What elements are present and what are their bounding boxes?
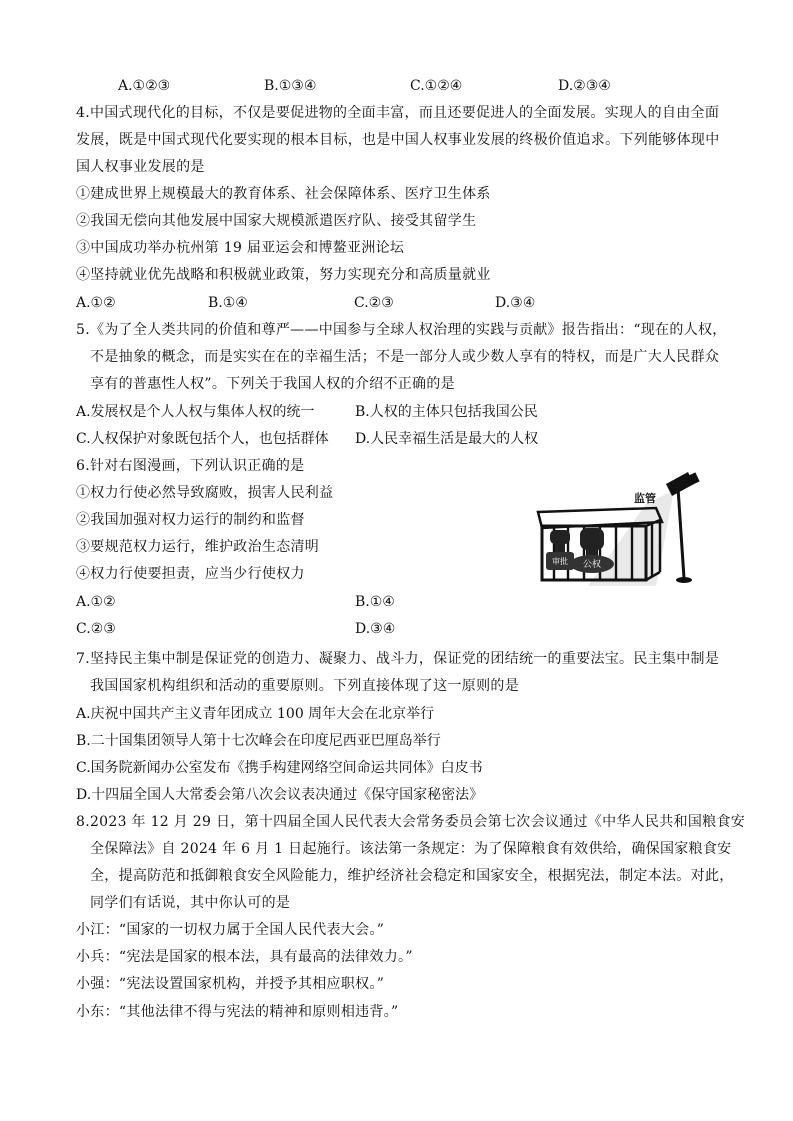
q4-option-a: A.①② — [76, 295, 116, 311]
q7-option-c: C.国务院新闻办公室发布《携手构建网络空间命运共同体》白皮书 — [76, 760, 483, 776]
q8-stem-line-4: 同学们有话说，其中你认可的是 — [90, 895, 291, 911]
stamp-right-label: 公权 — [582, 560, 602, 570]
q4-stem-line-1: 4.中国式现代化的目标，不仅是要促进物的全面丰富，而且还要促进人的全面发展。实现人的自由全面 — [76, 105, 720, 121]
q8-dialogue-4: 小东：“其他法律不得与宪法的精神和原则相违背。” — [76, 1004, 399, 1020]
q5-option-a: A.发展权是个人人权与集体人权的统一 — [76, 404, 315, 420]
q3-option-c: C.①②④ — [410, 78, 463, 94]
q7-option-b: B.二十国集团领导人第十七次峰会在印度尼西亚巴厘岛举行 — [76, 733, 441, 749]
q7-stem-line-2: 我国国家机构组织和活动的重要原则。下列直接体现了这一原则的是 — [90, 678, 519, 694]
q6-stem: 6.针对右图漫画，下列认识正确的是 — [76, 458, 305, 474]
q8-dialogue-1: 小江：“国家的一切权力属于全国人民代表大会。” — [76, 922, 385, 938]
q5-option-c: C.人权保护对象既包括个人，也包括群体 — [76, 431, 329, 447]
q4-item-2: ②我国无偿向其他发展中国家大规模派遣医疗队、接受其留学生 — [76, 213, 477, 229]
lamp-label: 监管 — [634, 492, 656, 505]
q8-stem-line-1: 8.2023 年 12 月 29 日，第十四届全国人民代表大会常务委员会第七次会议通过《中华人民共和国粮食安 — [76, 814, 746, 830]
q3-option-d: D.②③④ — [558, 78, 611, 94]
q4-item-3: ③中国成功举办杭州第 19 届亚运会和博鳌亚洲论坛 — [76, 240, 405, 256]
q8-dialogue-2: 小兵：“宪法是国家的根本法，具有最高的法律效力。” — [76, 949, 413, 965]
q5-stem-line-2: 不是抽象的概念，而是实实在在的幸福生活；不是一部分人或少数人享有的特权，而是广大人民群众 — [90, 349, 720, 365]
q5-option-b: B.人权的主体只包括我国公民 — [355, 404, 538, 420]
lamp-post — [678, 488, 684, 578]
stamp-left — [546, 530, 574, 570]
q6-option-c: C.②③ — [76, 621, 116, 637]
lamp-head — [666, 472, 700, 496]
q6-option-a: A.①② — [76, 594, 116, 610]
q4-stem-line-3: 国人权事业发展的是 — [76, 159, 205, 175]
q6-option-d: D.③④ — [355, 621, 396, 637]
q7-option-a: A.庆祝中国共产主义青年团成立 100 周年大会在北京举行 — [76, 706, 435, 722]
q4-option-c: C.②③ — [354, 295, 394, 311]
q8-dialogue-3: 小强：“宪法设置国家机构，并授予其相应职权。” — [76, 976, 385, 992]
q4-item-4: ④坚持就业优先战略和积极就业政策，努力实现充分和高质量就业 — [76, 267, 491, 283]
power-cage-cartoon — [528, 468, 718, 586]
q5-stem-line-1: 5.《为了全人类共同的价值和尊严——中国参与全球人权治理的实践与贡献》报告指出：“现在的人权， — [76, 322, 727, 338]
q4-item-1: ①建成世界上规模最大的教育体系、社会保障体系、医疗卫生体系 — [76, 186, 491, 202]
q5-option-d: D.人民幸福生活是最大的人权 — [355, 431, 539, 447]
q6-item-1: ①权力行使必然导致腐败，损害人民利益 — [76, 485, 334, 501]
q7-stem-line-1: 7.坚持民主集中制是保证党的创造力、凝聚力、战斗力，保证党的团结统一的重要法宝。民主集中制是 — [76, 651, 720, 667]
q6-option-b: B.①④ — [355, 594, 395, 610]
q3-option-a: A.①②③ — [118, 78, 171, 94]
q8-stem-line-3: 全，提高防范和抵御粮食安全风险能力，维护经济社会稳定和国家安全，根据宪法，制定本法。对此， — [90, 868, 734, 884]
q6-item-2: ②我国加强对权力运行的制约和监督 — [76, 512, 305, 528]
q4-stem-line-2: 发展，既是中国式现代化要实现的根本目标，也是中国人权事业发展的终极价值追求。下列能够体现中 — [76, 132, 720, 148]
q4-option-b: B.①④ — [208, 295, 248, 311]
q6-item-4: ④权力行使要担责，应当少行使权力 — [76, 566, 305, 582]
q5-stem-line-3: 享有的普惠性人权”。下列关于我国人权的介绍不正确的是 — [90, 376, 455, 392]
stamp-right — [570, 528, 614, 573]
q8-stem-line-2: 全保障法》自 2024 年 6 月 1 日起施行。该法第一条规定：为了保障粮食有效供给，确保国家粮食安 — [90, 841, 732, 857]
q4-option-d: D.③④ — [495, 295, 536, 311]
q6-item-3: ③要规范权力运行，维护政治生态清明 — [76, 539, 320, 555]
stamp-left-label: 审批 — [552, 557, 568, 566]
q3-option-b: B.①③④ — [264, 78, 317, 94]
q7-option-d: D.十四届全国人大常委会第八次会议表决通过《保守国家秘密法》 — [76, 787, 484, 803]
